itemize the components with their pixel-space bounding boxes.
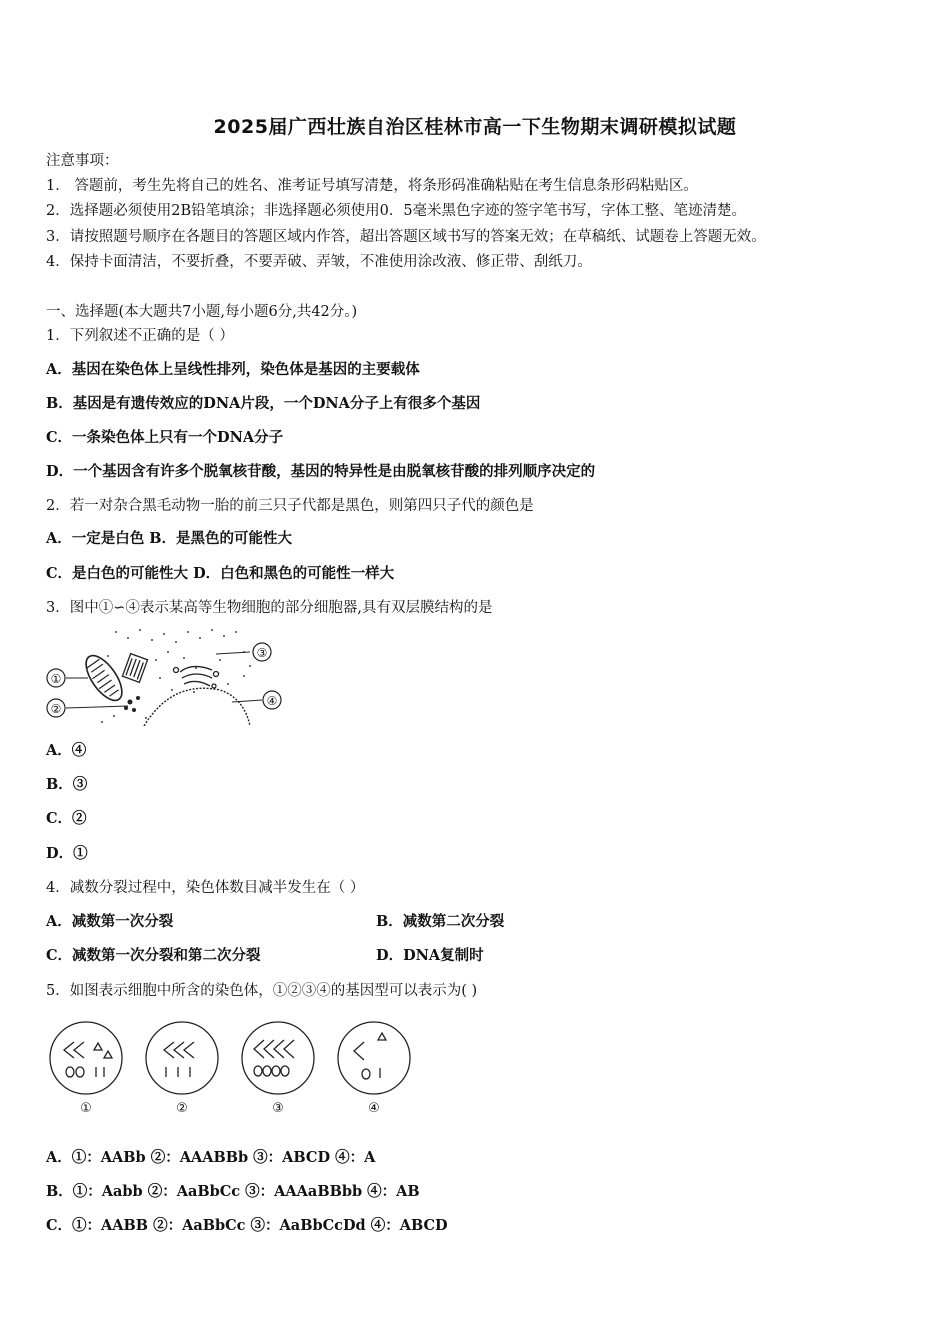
q2-options-cd: C．是白色的可能性大 D．白色和黑色的可能性一样大 [46, 565, 395, 582]
q2-stem: 2．若一对杂合黑毛动物一胎的前三只子代都是黑色，则第四只子代的颜色是 [46, 498, 534, 514]
nucleus-drawing [144, 688, 250, 726]
golgi-drawing [174, 666, 219, 688]
q3-stem: 3．图中①∽④表示某高等生物细胞的部分细胞器,具有双层膜结构的是 [46, 600, 493, 616]
cell-label-2: ② [176, 1101, 188, 1116]
notice-item-4: 4．保持卡面清洁，不要折叠，不要弄破、弄皱，不准使用涂改液、修正带、刮纸刀。 [46, 254, 592, 270]
q3-option-b: B．③ [46, 776, 88, 793]
centriole-drawing [122, 654, 147, 683]
q4-option-d: D．DNA复制时 [376, 947, 484, 964]
q2-options-ab: A．一定是白色 B．是黑色的可能性大 [46, 530, 293, 547]
cell-label-1: ① [80, 1101, 92, 1116]
q1-stem: 1．下列叙述不正确的是（ ） [46, 328, 234, 344]
figure-label-2: ② [50, 702, 62, 716]
q5-option-b: B．①：Aabb ②：AaBbCc ③：AAAaBBbb ④：AB [46, 1183, 420, 1200]
page-title: 2025届广西壮族自治区桂林市高一下生物期末调研模拟试题 [213, 116, 737, 138]
small-vesicles [124, 696, 140, 712]
cell-3-outline [242, 1022, 314, 1094]
q5-option-a: A．①：AABb ②：AAABBb ③：ABCD ④：A [46, 1149, 376, 1166]
q1-option-c: C．一条染色体上只有一个DNA分子 [46, 429, 284, 446]
q4-stem: 4．减数分裂过程中，染色体数目减半发生在（ ） [46, 880, 365, 896]
q1-option-b: B．基因是有遗传效应的DNA片段，一个DNA分子上有很多个基因 [46, 395, 481, 412]
section-heading: 一、选择题(本大题共7小题,每小题6分,共42分。) [46, 304, 358, 320]
figure-label-1: ① [50, 672, 62, 686]
q3-option-d: D．① [46, 845, 88, 862]
figure-label-markers [47, 643, 281, 717]
q4-option-a: A．减数第一次分裂 [46, 913, 174, 930]
q4-option-b: B．减数第二次分裂 [376, 913, 505, 930]
notice-heading: 注意事项： [46, 153, 119, 169]
cell-2-outline [146, 1022, 218, 1094]
notice-item-1: 1． 答题前，考生先将自己的姓名、准考证号填写清楚，将条形码准确粘贴在考生信息条形码粘贴区。 [46, 178, 698, 194]
chromosome-cells-figure [44, 1016, 424, 1122]
cell-label-4: ④ [368, 1101, 380, 1116]
cell-4-outline [338, 1022, 410, 1094]
cell-label-3: ③ [272, 1101, 284, 1116]
notice-item-2: 2．选择题必须使用2B铅笔填涂；非选择题必须使用0．5毫米黑色字迹的签字笔书写，字体工整、笔迹清楚。 [46, 203, 747, 219]
notice-item-3: 3．请按照题号顺序在各题目的答题区域内作答，超出答题区域书写的答案无效；在草稿纸、试题卷上答题无效。 [46, 229, 766, 245]
q3-option-a: A．④ [46, 742, 87, 759]
q5-stem: 5．如图表示细胞中所含的染色体，①②③④的基因型可以表示为( ) [46, 983, 478, 999]
q5-option-c: C．①：AABB ②：AaBbCc ③：AaBbCcDd ④：ABCD [46, 1217, 448, 1234]
q3-option-c: C．② [46, 810, 87, 827]
q1-option-d: D．一个基因含有许多个脱氧核苷酸，基因的特异性是由脱氧核苷酸的排列顺序决定的 [46, 463, 596, 480]
q4-option-c: C．减数第一次分裂和第二次分裂 [46, 947, 261, 964]
figure-label-4: ④ [266, 694, 278, 708]
q1-option-a: A．基因在染色体上呈线性排列，染色体是基因的主要载体 [46, 361, 420, 378]
figure-label-3: ③ [256, 646, 268, 660]
organelle-figure [44, 626, 284, 726]
